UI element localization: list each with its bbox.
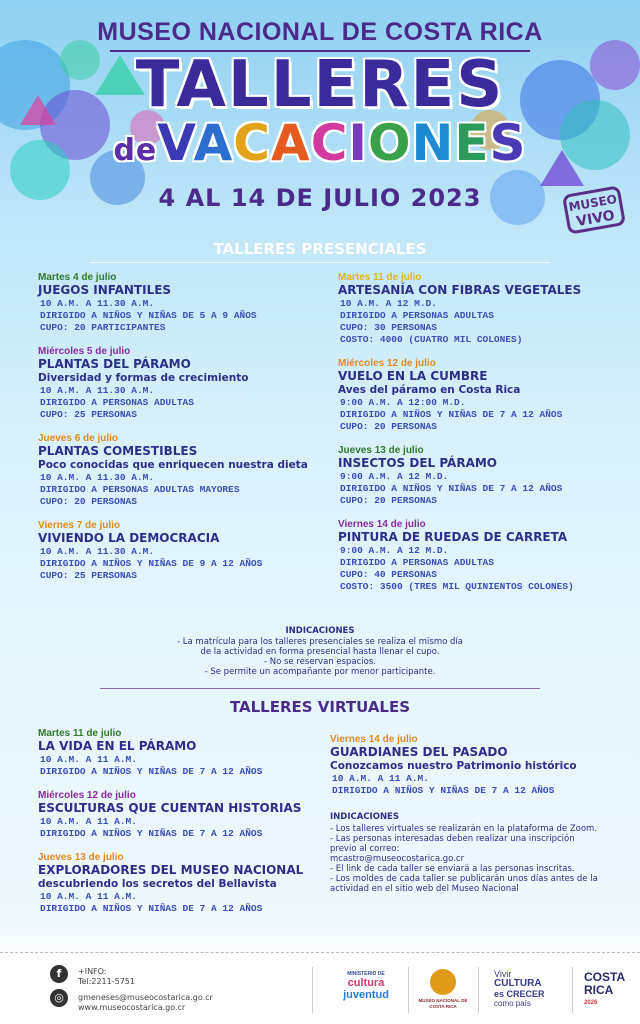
sub-title-vacaciones — [157, 114, 526, 172]
workshop-detail: 10 A.M. A 12 M.D. — [340, 298, 437, 309]
workshop-name: ESCULTURAS QUE CUENTAN HISTORIAS — [38, 801, 302, 815]
indication-line: - Los moldes de cada taller se publicarán unos días antes de la actividad en el sitio web del Museo Nacional — [330, 874, 598, 894]
logo4-line1: COSTA — [584, 970, 626, 984]
workshop-subtitle: Poco conocidas que enriquecen nuestra dieta — [38, 459, 308, 471]
workshop-subtitle: descubriendo los secretos del Bellavista — [38, 878, 277, 890]
workshop-detail: DIRIGIDO A PERSONAS ADULTAS — [340, 557, 494, 568]
workshop-subtitle: Aves del páramo en Costa Rica — [338, 384, 521, 396]
logo2-text: MUSEO NACIONAL DE COSTA RICA — [418, 998, 468, 1009]
workshop-item — [38, 346, 338, 421]
workshop-day: Jueves 13 de julio — [338, 445, 424, 456]
workshop-detail: 9:00 A.M. A 12:00 M.D. — [340, 397, 466, 408]
workshop-name: ARTESANÍA CON FIBRAS VEGETALES — [338, 283, 582, 297]
sub-title-letter: C — [233, 114, 271, 172]
sub-title-letter: N — [411, 114, 455, 172]
presenciales-indications-title: INDICACIONES — [285, 626, 355, 636]
workshop-detail: DIRIGIDO A NIÑOS Y NIÑAS DE 7 A 12 AÑOS — [40, 903, 263, 914]
workshop-detail: DIRIGIDO A NIÑOS Y NIÑAS DE 7 A 12 AÑOS — [332, 785, 555, 796]
divider-sections — [100, 688, 540, 689]
workshop-day: Viernes 7 de julio — [38, 520, 121, 531]
workshop-detail: DIRIGIDO A PERSONAS ADULTAS — [340, 310, 494, 321]
workshop-detail: DIRIGIDO A PERSONAS ADULTAS — [40, 397, 194, 408]
logo1-line1: MINISTERIO DE — [347, 971, 385, 977]
divider-presenciales — [90, 262, 550, 263]
workshop-item — [338, 358, 638, 433]
presenciales-right-column — [338, 272, 638, 605]
sub-title-de: de — [113, 133, 158, 168]
workshop-day: Miércoles 12 de julio — [38, 790, 136, 801]
logo-costa-rica — [584, 971, 630, 1010]
presenciales-left-column — [38, 272, 338, 594]
workshop-day: Miércoles 12 de julio — [338, 358, 436, 369]
workshop-detail: 10 A.M. A 11 A.M. — [40, 754, 137, 765]
workshop-detail: DIRIGIDO A NIÑOS Y NIÑAS DE 7 A 12 AÑOS — [40, 828, 263, 839]
sub-title-letter: E — [454, 114, 490, 172]
workshop-item — [338, 272, 638, 346]
sub-title-letter: A — [193, 114, 234, 172]
workshop-detail: 10 A.M. A 11.30 A.M. — [40, 546, 155, 557]
logo-museo-nacional — [418, 969, 468, 1010]
event-dates: 4 AL 14 DE JULIO 2023 — [158, 184, 482, 212]
workshop-name: PLANTAS DEL PÁRAMO — [38, 357, 191, 371]
workshop-name: EXPLORADORES DEL MUSEO NACIONAL — [38, 863, 304, 877]
workshop-day: Viernes 14 de julio — [330, 734, 418, 745]
workshop-name: VUELO EN LA CUMBRE — [338, 369, 488, 383]
phone: Tel:2211-5751 — [78, 977, 135, 986]
museum-title: MUSEO NACIONAL DE COSTA RICA — [97, 18, 543, 46]
workshop-detail: CUPO: 20 PERSONAS — [340, 495, 437, 506]
sub-title-letter: S — [489, 114, 527, 172]
workshop-detail: 10 A.M. A 11 A.M. — [40, 891, 137, 902]
workshop-item — [38, 728, 338, 778]
indication-line: de la actividad en forma presencial hasta llenar el cupo. — [200, 647, 440, 657]
workshop-detail: CUPO: 40 PERSONAS — [340, 569, 437, 580]
workshop-detail: 9:00 A.M. A 12 M.D. — [340, 471, 449, 482]
workshop-detail: DIRIGIDO A PERSONAS ADULTAS MAYORES — [40, 484, 240, 495]
workshop-detail: COSTO: 4000 (CUATRO MIL COLONES) — [340, 334, 523, 345]
logo3-line3: es CRECER — [494, 989, 545, 999]
sub-title-letter: O — [368, 114, 412, 172]
workshop-detail: CUPO: 30 PERSONAS — [340, 322, 437, 333]
workshop-detail: DIRIGIDO A NIÑOS Y NIÑAS DE 7 A 12 AÑOS — [340, 483, 563, 494]
workshop-day: Viernes 14 de julio — [338, 519, 426, 530]
logo4-line2: RICA — [584, 983, 614, 997]
workshop-item — [38, 272, 338, 334]
logo3-line4: como país — [494, 999, 531, 1008]
virtuales-indications — [330, 812, 600, 894]
logo-ministerio-cultura — [335, 971, 397, 1001]
sub-title-letter: V — [157, 114, 194, 172]
email-link[interactable]: gmeneses@museocostarica.go.cr — [78, 993, 213, 1002]
workshop-name: GUARDIANES DEL PASADO — [330, 745, 508, 759]
workshop-detail: CUPO: 25 PERSONAS — [40, 570, 137, 581]
virtuales-left-column — [38, 728, 338, 927]
workshop-day: Martes 11 de julio — [38, 728, 122, 739]
virtuales-indications-title: INDICACIONES — [330, 812, 399, 822]
workshop-day: Jueves 13 de julio — [38, 852, 124, 863]
indication-line: mcastro@museocostarica.go.cr — [330, 854, 465, 864]
indication-line: - Los talleres virtuales se realizarán en la plataforma de Zoom. — [330, 824, 598, 834]
logo1-line3: juventud — [343, 989, 389, 1001]
contact-info — [78, 967, 213, 1013]
logo-vivir-cultura — [494, 969, 566, 1009]
workshop-detail: 10 A.M. A 11 A.M. — [332, 773, 429, 784]
indication-line: - La matrícula para los talleres presenciales se realiza el mismo día — [177, 637, 463, 647]
workshop-item — [338, 445, 638, 507]
workshop-detail: CUPO: 20 PERSONAS — [340, 421, 437, 432]
indication-line: - El link de cada taller se enviará a las personas inscritas. — [330, 864, 575, 874]
workshop-name: PLANTAS COMESTIBLES — [38, 444, 198, 458]
facebook-icon[interactable]: f — [50, 965, 68, 983]
workshop-detail: CUPO: 20 PERSONAS — [40, 496, 137, 507]
sub-title-letter: C — [310, 114, 349, 172]
header — [0, 0, 640, 235]
workshop-item — [38, 433, 338, 508]
workshop-detail: 10 A.M. A 11.30 A.M. — [40, 385, 155, 396]
workshop-detail: CUPO: 25 PERSONAS — [40, 409, 137, 420]
footer — [0, 952, 640, 1024]
logo3-line2: CULTURA — [494, 978, 542, 989]
virtuales-right-column — [330, 734, 630, 809]
workshop-subtitle: Conozcamos nuestro Patrimonio histórico — [330, 760, 577, 772]
workshop-detail: DIRIGIDO A NIÑOS Y NIÑAS DE 7 A 12 AÑOS — [40, 766, 263, 777]
workshop-item — [338, 519, 638, 593]
section-title-presenciales: TALLERES PRESENCIALES — [213, 240, 427, 258]
logo4-year: 2026 — [584, 1000, 598, 1006]
workshop-subtitle: Diversidad y formas de crecimiento — [38, 372, 249, 384]
footer-separator — [312, 967, 313, 1013]
workshop-item — [38, 790, 338, 840]
indication-line: - Las personas interesadas deben realizar una inscripción previo al correo: — [330, 834, 575, 854]
indication-line: - No se reservan espacios. — [263, 657, 377, 667]
sub-title-letter: I — [348, 114, 368, 172]
workshop-day: Miércoles 5 de julio — [38, 346, 131, 357]
workshop-detail: 9:00 A.M. A 12 M.D. — [340, 545, 449, 556]
workshop-name: INSECTOS DEL PÁRAMO — [338, 456, 497, 470]
indication-line: - Se permite un acompañante por menor participante. — [204, 667, 436, 677]
workshop-item — [38, 520, 338, 582]
instagram-icon[interactable]: ◎ — [50, 989, 68, 1007]
footer-separator — [408, 967, 409, 1013]
workshop-name: VIVIENDO LA DEMOCRACIA — [38, 531, 220, 545]
workshop-detail: DIRIGIDO A NIÑOS Y NIÑAS DE 7 A 12 AÑOS — [340, 409, 563, 420]
workshop-name: PINTURA DE RUEDAS DE CARRETA — [338, 530, 568, 544]
workshop-name: JUEGOS INFANTILES — [38, 283, 172, 297]
workshop-detail: DIRIGIDO A NIÑOS Y NIÑAS DE 9 A 12 AÑOS — [40, 558, 263, 569]
footer-separator — [572, 967, 573, 1013]
workshop-day: Jueves 6 de julio — [38, 433, 119, 444]
museo-logo-mark — [430, 969, 456, 995]
workshop-day: Martes 4 de julio — [38, 272, 117, 283]
sub-title — [0, 114, 640, 172]
section-title-virtuales: TALLERES VIRTUALES — [229, 698, 411, 716]
website-link[interactable]: www.museocostarica.go.cr — [78, 1003, 186, 1012]
workshop-detail: COSTO: 3500 (TRES MIL QUINIENTOS COLONES) — [340, 581, 574, 592]
footer-separator — [478, 967, 479, 1013]
virtuales-indications-list — [330, 824, 600, 894]
workshop-name: LA VIDA EN EL PÁRAMO — [38, 739, 197, 753]
workshop-item — [330, 734, 630, 797]
workshop-day: Martes 11 de julio — [338, 272, 422, 283]
logo3-line1: Vivir — [494, 969, 512, 979]
stamp-line1: MUSEO — [567, 191, 618, 215]
workshop-detail: CUPO: 20 PARTICIPANTES — [40, 322, 166, 333]
museo-vivo-stamp — [562, 185, 626, 234]
workshop-detail: 10 A.M. A 11.30 A.M. — [40, 298, 155, 309]
sub-title-letter: A — [270, 114, 311, 172]
workshop-item — [38, 852, 338, 915]
logo1-line2: cultura — [347, 977, 385, 989]
info-label: +INFO: — [78, 967, 107, 976]
stamp-line2: VIVO — [575, 207, 616, 231]
main-title: TALLERES — [135, 48, 505, 122]
workshop-detail: 10 A.M. A 11.30 A.M. — [40, 472, 155, 483]
presenciales-indications — [140, 637, 500, 677]
workshop-detail: 10 A.M. A 11 A.M. — [40, 816, 137, 827]
workshop-detail: DIRIGIDO A NIÑOS Y NIÑAS DE 5 A 9 AÑOS — [40, 310, 257, 321]
